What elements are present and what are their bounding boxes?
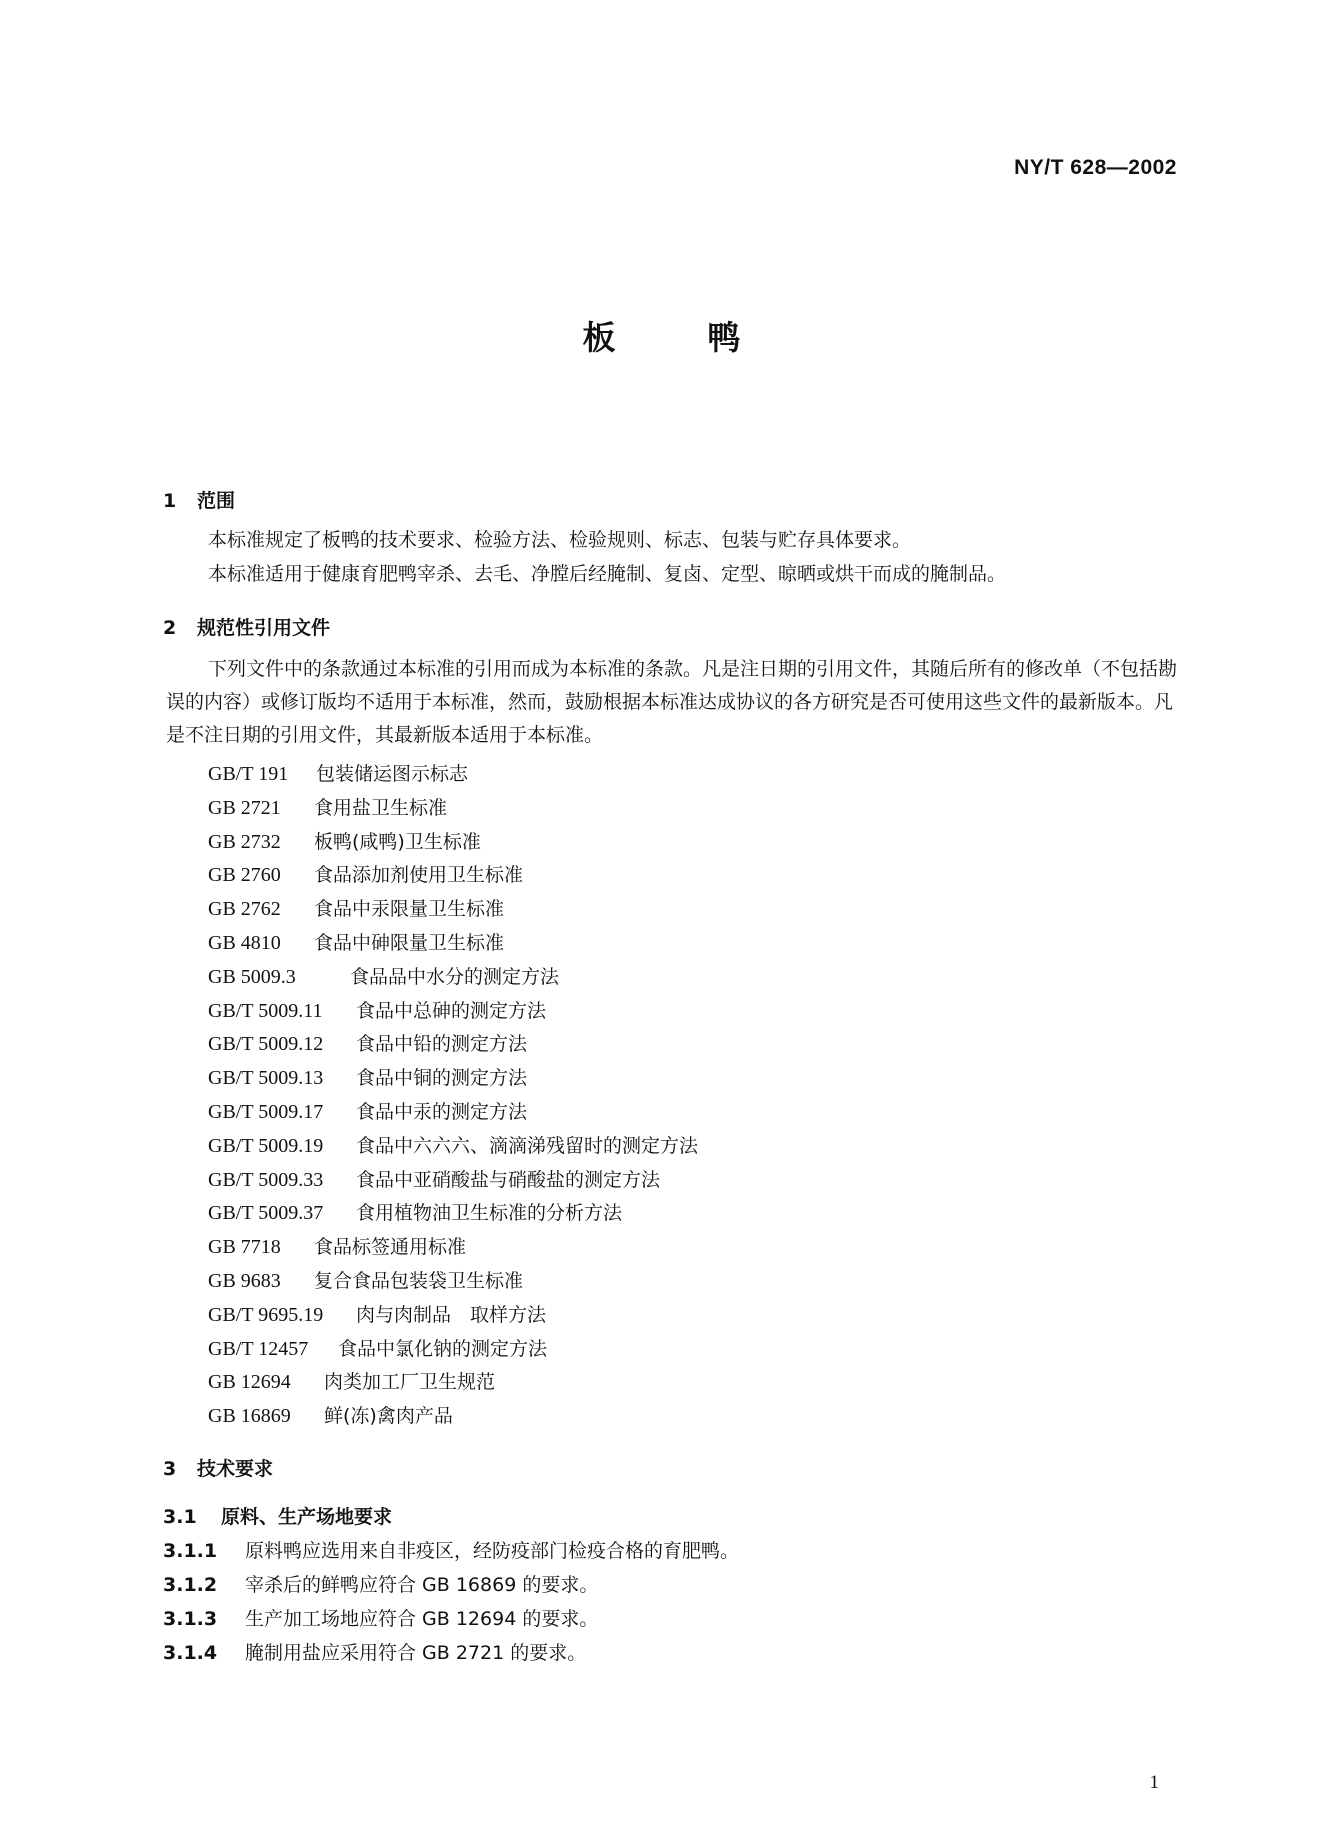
- title-char-1: 板: [582, 318, 616, 357]
- reference-item: [208, 927, 698, 961]
- reference-title: 食品中亚硝酸盐与硝酸盐的测定方法: [356, 1168, 661, 1191]
- subsection-3-1-title: 原料、生产场地要求: [221, 1506, 393, 1528]
- reference-code: GB/T 12457: [208, 1337, 309, 1360]
- reference-item: [208, 961, 698, 995]
- reference-title: 食用盐卫生标准: [314, 796, 448, 819]
- document-title: [0, 312, 1323, 359]
- reference-code: GB 2721: [208, 796, 281, 819]
- reference-item: [208, 1231, 698, 1265]
- reference-code: GB 2760: [208, 864, 281, 887]
- reference-item: [208, 1299, 698, 1333]
- section-2-heading: [163, 613, 330, 640]
- reference-code: GB 16869: [208, 1405, 291, 1428]
- section-1-number: 1: [163, 490, 177, 512]
- reference-code: GB 4810: [208, 931, 281, 954]
- reference-title: 板鸭(咸鸭)卫生标准: [314, 830, 481, 853]
- standard-code: NY/T 628—2002: [1014, 156, 1177, 179]
- reference-code: GB/T 5009.17: [208, 1100, 324, 1123]
- reference-code: GB/T 5009.19: [208, 1134, 324, 1157]
- page-number: 1: [1149, 1772, 1159, 1793]
- reference-code: GB 9683: [208, 1269, 281, 1292]
- reference-code: GB 12694: [208, 1371, 291, 1394]
- reference-item: [208, 792, 698, 826]
- reference-item: [208, 1096, 698, 1130]
- section-1-heading: [163, 486, 235, 513]
- section-2-title: 规范性引用文件: [197, 617, 331, 639]
- requirement-text: 宰杀后的鲜鸭应符合 GB 16869 的要求。: [245, 1574, 599, 1596]
- reference-code: GB/T 5009.12: [208, 1033, 324, 1056]
- requirement-item: [163, 1638, 586, 1665]
- requirement-text: 原料鸭应选用来自非疫区，经防疫部门检疫合格的育肥鸭。: [245, 1540, 740, 1562]
- subsection-3-1-number: 3.1: [163, 1506, 197, 1528]
- reference-item: [208, 758, 698, 792]
- subsection-3-1-heading: [163, 1502, 392, 1529]
- reference-code: GB 2732: [208, 830, 281, 853]
- reference-title: 食品中氯化钠的测定方法: [338, 1337, 548, 1360]
- reference-item: [208, 1164, 698, 1198]
- reference-code: GB/T 9695.19: [208, 1303, 324, 1326]
- title-char-2: 鸭: [707, 318, 741, 357]
- requirement-item: [163, 1604, 598, 1631]
- section-1-title: 范围: [197, 490, 236, 512]
- reference-title: 食品中总砷的测定方法: [356, 999, 547, 1022]
- reference-code: GB/T 5009.37: [208, 1202, 324, 1225]
- reference-list: [208, 758, 698, 1434]
- requirement-item: [163, 1536, 739, 1563]
- requirement-text: 生产加工场地应符合 GB 12694 的要求。: [245, 1608, 599, 1630]
- reference-item: [208, 1028, 698, 1062]
- reference-code: GB/T 5009.11: [208, 999, 323, 1022]
- reference-title: 鲜(冻)禽肉产品: [324, 1405, 453, 1428]
- reference-item: [208, 1265, 698, 1299]
- reference-item: [208, 826, 698, 860]
- reference-title: 食品中六六六、滴滴涕残留时的测定方法: [356, 1134, 699, 1157]
- reference-title: 食品添加剂使用卫生标准: [314, 864, 524, 887]
- section-3-title: 技术要求: [197, 1458, 274, 1480]
- reference-code: GB/T 191: [208, 763, 289, 785]
- reference-title: 食品品中水分的测定方法: [350, 965, 560, 988]
- requirement-number: 3.1.3: [163, 1608, 218, 1630]
- reference-item: [208, 1130, 698, 1164]
- requirement-number: 3.1.2: [163, 1574, 218, 1596]
- reference-title: 食品中汞的测定方法: [356, 1100, 528, 1123]
- reference-code: GB 7718: [208, 1236, 281, 1259]
- section-3-number: 3: [163, 1458, 177, 1480]
- reference-item: [208, 1366, 698, 1400]
- reference-item: [208, 1333, 698, 1367]
- reference-item: [208, 859, 698, 893]
- reference-code: GB/T 5009.33: [208, 1168, 324, 1191]
- reference-item: [208, 1197, 698, 1231]
- reference-code: GB/T 5009.13: [208, 1067, 324, 1090]
- reference-title: 食品中砷限量卫生标准: [314, 931, 505, 954]
- reference-item: [208, 1062, 698, 1096]
- reference-title: 食品中铜的测定方法: [356, 1067, 528, 1090]
- section-2-number: 2: [163, 617, 177, 639]
- reference-title: 肉类加工厂卫生规范: [324, 1371, 496, 1394]
- reference-code: GB 2762: [208, 898, 281, 921]
- requirement-item: [163, 1570, 598, 1597]
- reference-title: 食品中汞限量卫生标准: [314, 898, 505, 921]
- requirement-number: 3.1.1: [163, 1540, 218, 1562]
- reference-title: 食品标签通用标准: [314, 1236, 467, 1259]
- section-3-heading: [163, 1454, 273, 1481]
- section-1-paragraph-1: 本标准规定了板鸭的技术要求、检验方法、检验规则、标志、包装与贮存具体要求。: [208, 529, 912, 551]
- reference-title: 复合食品包装袋卫生标准: [314, 1269, 524, 1292]
- reference-title: 食用植物油卫生标准的分析方法: [356, 1202, 623, 1225]
- reference-code: GB 5009.3: [208, 965, 296, 988]
- requirement-text: 腌制用盐应采用符合 GB 2721 的要求。: [245, 1642, 587, 1664]
- reference-item: [208, 995, 698, 1029]
- reference-item: [208, 1400, 698, 1434]
- reference-title: 食品中铅的测定方法: [356, 1033, 528, 1056]
- section-2-intro: 下列文件中的条款通过本标准的引用而成为本标准的条款。凡是注日期的引用文件，其随后所有的修改单（不包括勘误的内容）或修订版均不适用于本标准，然而，鼓励根据本标准达成协议的各方研究是否可使用这些文件的最新版本。凡是不注日期的引用文件，其最新版本适用于本标准。: [166, 658, 1178, 746]
- requirement-number: 3.1.4: [163, 1642, 218, 1664]
- reference-title: 包装储运图示标志: [316, 763, 469, 785]
- reference-title: 肉与肉制品 取样方法: [356, 1303, 547, 1326]
- reference-item: [208, 893, 698, 927]
- section-1-paragraph-2: 本标准适用于健康育肥鸭宰杀、去毛、净膛后经腌制、复卤、定型、晾晒或烘干而成的腌制品。: [208, 563, 1007, 585]
